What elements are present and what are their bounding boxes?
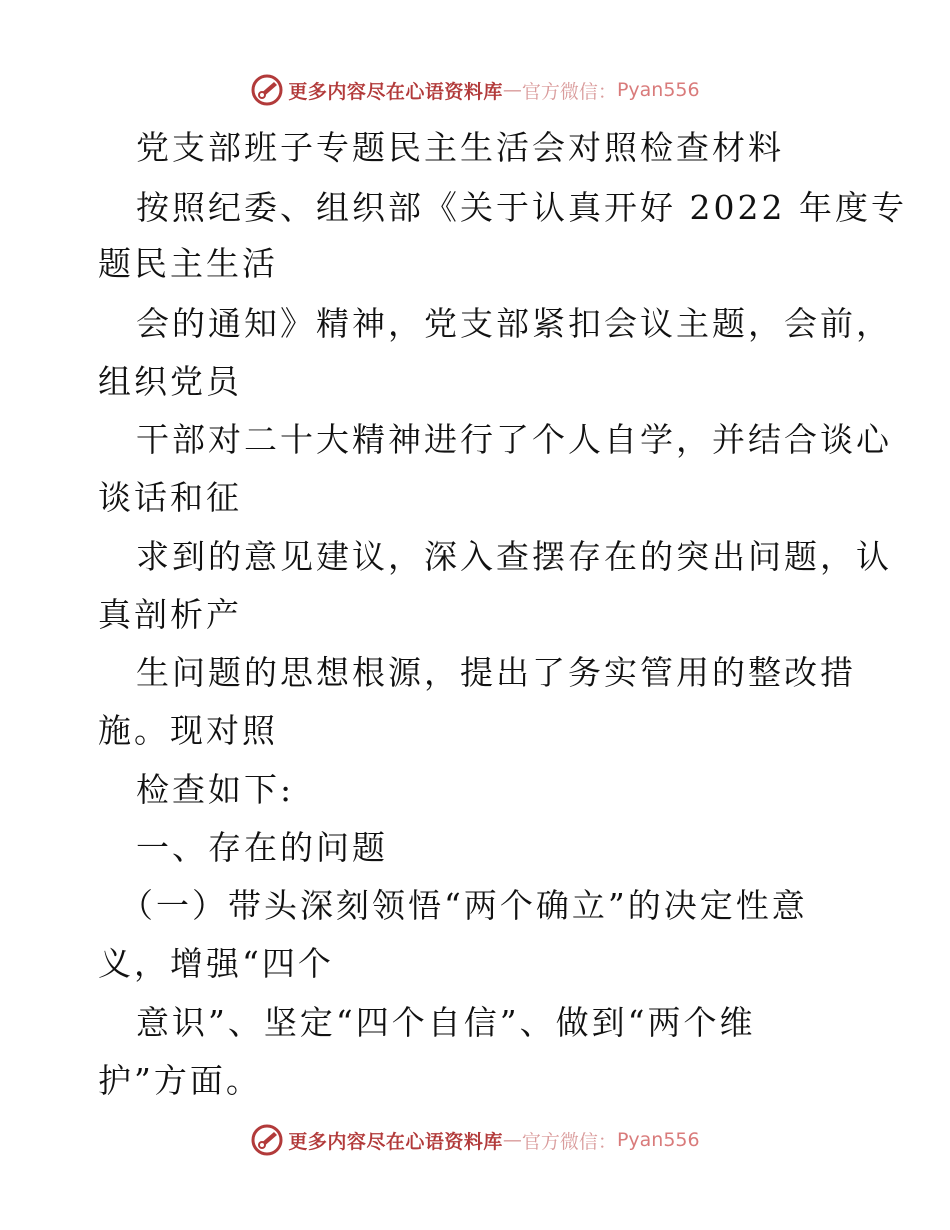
banner-dash: — (502, 79, 522, 101)
banner-wechat-label: 官方微信： (521, 80, 617, 103)
paragraph-line: 真剖析产 (98, 595, 242, 634)
brand-logo-icon (250, 73, 284, 107)
paragraph-line: 组织党员 (98, 362, 242, 401)
paragraph-line: 谈话和征 (98, 478, 242, 517)
paragraph-line: 护”方面。 (98, 1061, 262, 1100)
paragraph-line: 求到的意见建议，深入查摆存在的突出问题，认 (136, 537, 892, 576)
banner-dash: — (502, 1129, 522, 1151)
header-watermark-banner (0, 70, 950, 110)
paragraph-line: 施。现对照 (98, 711, 278, 750)
paragraph-line: 意识”、坚定“四个自信”、做到“两个维 (136, 1003, 756, 1042)
brand-logo-icon (250, 1123, 284, 1157)
banner-wechat-id: Pyan556 (616, 79, 700, 101)
subsection-heading: （一）带头深刻领悟“两个确立”的决定性意 (120, 886, 808, 925)
paragraph-line: 检查如下: (136, 770, 295, 809)
paragraph-line: 干部对二十大精神进行了个人自学，并结合谈心 (136, 420, 892, 459)
banner-wechat-label: 官方微信： (521, 1130, 617, 1153)
paragraph-line: 生问题的思想根源，提出了务实管用的整改措 (136, 653, 856, 692)
paragraph-line: 会的通知》精神，党支部紧扣会议主题，会前， (136, 304, 892, 343)
paragraph-line: 按照纪委、组织部《关于认真开好 2022 年度专 (136, 188, 907, 227)
banner-text: 更多内容尽在心语资料库 (288, 1130, 503, 1153)
paragraph-line: 义，增强“四个 (98, 944, 334, 983)
banner-text: 更多内容尽在心语资料库 (288, 80, 503, 103)
document-title: 党支部班子专题民主生活会对照检查材料 (136, 128, 784, 167)
footer-watermark-banner (0, 1120, 950, 1160)
paragraph-line: 题民主生活 (98, 244, 278, 283)
banner-wechat-id: Pyan556 (616, 1129, 700, 1151)
section-heading: 一、存在的问题 (136, 828, 388, 867)
